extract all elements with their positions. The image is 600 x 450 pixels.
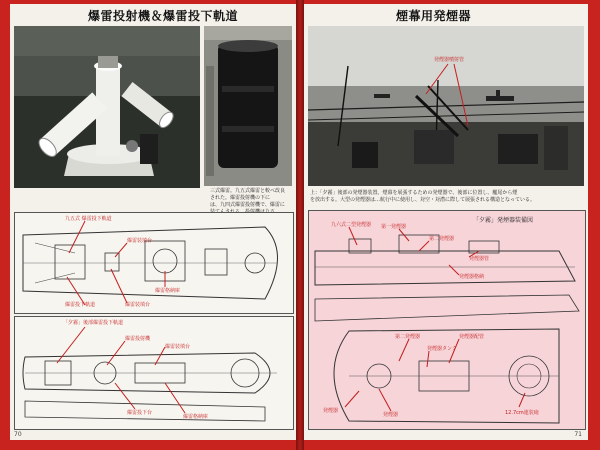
page-number: 70 <box>14 431 22 438</box>
caption-line: 三式爆雷。九五式爆雷と較べ改良 <box>210 188 286 194</box>
diagram-callout: 爆雷格納庫 <box>183 414 209 420</box>
diagram-callout: 爆雷投射機 <box>125 336 151 342</box>
left-page-title: 爆雷投射機＆爆雷投下軌道 <box>88 9 239 23</box>
diagram-callout: 発煙器タンク <box>427 346 457 352</box>
diagram-heading: 「夕霧」発煙器装備図 <box>473 217 534 224</box>
diagram-callout: 爆雷装填台 <box>127 238 153 244</box>
diagram-callout: 「夕霧」後部爆雷投下軌道 <box>63 320 124 326</box>
diagram-callout: 発煙器 <box>323 408 339 414</box>
diagram-callout: 九五式 爆雷投下軌道 <box>65 216 112 222</box>
right-page <box>304 4 588 440</box>
stern-depth-charge-diagram <box>14 316 294 430</box>
diagram-callout: 爆雷装填台 <box>165 344 191 350</box>
diagram-callout: 12.7cm連装砲 <box>505 410 539 416</box>
depth-charge-canister-photo <box>204 26 292 186</box>
diagram-callout: 発煙器管 <box>469 256 490 262</box>
depth-charge-thrower-photo <box>14 26 200 188</box>
caption-line: は、九四式爆雷投射機で、爆雷に <box>210 202 285 208</box>
photo-callout: 発煙器噴射管 <box>434 57 465 63</box>
diagram-callout: 発煙器 <box>383 412 399 418</box>
smoke-generator-layout-diagram <box>308 210 586 430</box>
smoke-generator-photo <box>308 26 584 186</box>
caption-line: された。爆雷投射機の下に <box>210 195 271 201</box>
diagram-callout: 発煙器格納 <box>459 274 485 280</box>
caption-line: 上：「夕霧」後部の発煙器装置。煙幕を展張するための発煙器で、後部に位置し、艦尾から煙 <box>310 190 518 196</box>
diagram-callout: 九六式二型発煙器 <box>331 222 372 228</box>
right-page-title: 煙幕用発煙器 <box>396 9 472 23</box>
book-gutter <box>296 0 304 450</box>
diagram-callout: 第一発煙器 <box>381 224 407 230</box>
diagram-callout: 第二発煙器 <box>395 334 421 340</box>
diagram-callout: 発煙器配管 <box>459 334 485 340</box>
diagram-callout: 爆雷格納庫 <box>155 288 181 294</box>
diagram-callout: 爆雷投下軌道 <box>65 302 96 308</box>
right-caption <box>310 190 580 204</box>
left-page <box>10 4 296 440</box>
diagram-callout: 爆雷装填台 <box>125 302 151 308</box>
caption-line: を放出する。大型の発煙器は…航行中に使用し、対空・対潜に際して展張される構造となっている。 <box>310 197 536 203</box>
depth-charge-rail-plan-diagram <box>14 212 294 314</box>
page-number: 71 <box>574 431 582 438</box>
diagram-callout: 爆雷投下台 <box>127 410 153 416</box>
diagram-callout: 第二発煙器 <box>429 236 455 242</box>
